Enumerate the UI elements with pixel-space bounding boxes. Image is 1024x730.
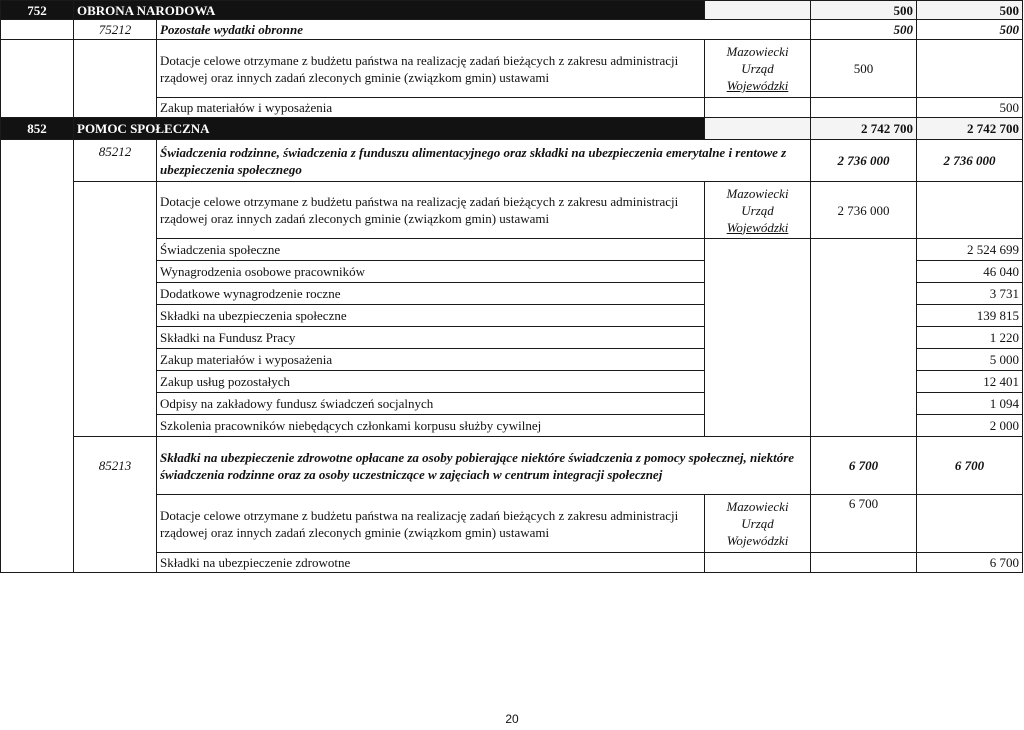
source-institution — [705, 495, 811, 553]
chapter-title: Składki na ubezpieczenie zdrowotne opłacane za osoby pobierające niektóre świadczenia z pomocy społecznej, niektóre świadczenia rodzinne oraz za osoby uczestniczące w zajęciach w centrum integracji społecznej — [157, 437, 811, 495]
item-label: Składki na ubezpieczenie zdrowotne — [157, 553, 705, 573]
item-label: Świadczenia społeczne — [157, 239, 705, 261]
section-plan: 2 742 700 — [811, 118, 917, 140]
item-label: Składki na ubezpieczenia społeczne — [157, 305, 705, 327]
source-amount: 2 736 000 — [811, 182, 917, 239]
item-row — [1, 239, 1023, 261]
page-number: 20 — [505, 712, 519, 726]
item-row — [1, 553, 1023, 573]
chapter-code: 85213 — [74, 437, 157, 495]
source-line-3: Wojewódzki — [726, 78, 789, 93]
chapter-total: 6 700 — [917, 437, 1023, 495]
source-line-2: Urząd — [741, 202, 774, 218]
source-line-2: Urząd — [741, 61, 774, 76]
item-label: Zakup materiałów i wyposażenia — [157, 349, 705, 371]
chapter-plan: 2 736 000 — [811, 140, 917, 182]
section-row-752 — [1, 1, 1023, 20]
chapter-plan: 500 — [811, 20, 917, 40]
chapter-total: 500 — [917, 20, 1023, 40]
source-institution — [705, 182, 811, 239]
item-amount: 139 815 — [917, 305, 1023, 327]
item-amount: 12 401 — [917, 371, 1023, 393]
source-line-1: Mazowiecki — [726, 185, 789, 201]
chapter-code: 85212 — [74, 140, 157, 182]
chapter-plan: 6 700 — [811, 437, 917, 495]
source-row — [1, 40, 1023, 98]
item-amount: 3 731 — [917, 283, 1023, 305]
chapter-title: Pozostałe wydatki obronne — [157, 20, 811, 40]
item-label: Wynagrodzenia osobowe pracowników — [157, 261, 705, 283]
item-label: Dodatkowe wynagrodzenie roczne — [157, 283, 705, 305]
source-line-3: Wojewódzki — [726, 219, 789, 235]
section-plan: 500 — [811, 1, 917, 20]
item-label: Odpisy na zakładowy fundusz świadczeń socjalnych — [157, 393, 705, 415]
item-amount: 1 220 — [917, 327, 1023, 349]
chapter-row-75212 — [1, 20, 1023, 40]
item-amount: 46 040 — [917, 261, 1023, 283]
chapter-code: 75212 — [74, 20, 157, 40]
item-label: Zakup materiałów i wyposażenia — [157, 98, 705, 118]
source-line-2: Urząd — [741, 516, 774, 531]
source-description: Dotacje celowe otrzymane z budżetu państwa na realizację zadań bieżących z zakresu administracji rządowej oraz innych zadań zleconych gminie (związkom gmin) ustawami — [157, 182, 705, 239]
source-description: Dotacje celowe otrzymane z budżetu państwa na realizację zadań bieżących z zakresu administracji rządowej oraz innych zadań zleconych gminie (związkom gmin) ustawami — [157, 495, 705, 553]
dzial-code: 752 — [1, 1, 74, 20]
section-total: 500 — [917, 1, 1023, 20]
source-line-1: Mazowiecki — [726, 499, 789, 514]
item-label: Zakup usług pozostałych — [157, 371, 705, 393]
item-amount: 1 094 — [917, 393, 1023, 415]
chapter-row-85212 — [1, 140, 1023, 182]
section-title: OBRONA NARODOWA — [74, 1, 705, 20]
chapter-row-85213 — [1, 437, 1023, 495]
dzial-code: 852 — [1, 118, 74, 140]
source-description: Dotacje celowe otrzymane z budżetu państwa na realizację zadań bieżących z zakresu administracji rządowej oraz innych zadań zleconych gminie (związkom gmin) ustawami — [157, 40, 705, 98]
section-row-852 — [1, 118, 1023, 140]
source-row — [1, 495, 1023, 553]
item-label: Składki na Fundusz Pracy — [157, 327, 705, 349]
item-row — [1, 98, 1023, 118]
item-amount: 500 — [917, 98, 1023, 118]
item-amount: 2 000 — [917, 415, 1023, 437]
source-amount: 500 — [811, 40, 917, 98]
chapter-total: 2 736 000 — [917, 140, 1023, 182]
source-amount: 6 700 — [811, 495, 917, 553]
source-line-1: Mazowiecki — [726, 44, 789, 59]
section-title: POMOC SPOŁECZNA — [74, 118, 705, 140]
item-amount: 2 524 699 — [917, 239, 1023, 261]
source-line-3: Wojewódzki — [726, 533, 789, 548]
source-institution — [705, 40, 811, 98]
section-total: 2 742 700 — [917, 118, 1023, 140]
chapter-title: Świadczenia rodzinne, świadczenia z funduszu alimentacyjnego oraz składki na ubezpieczenia emerytalne i rentowe z ubezpieczenia społecznego — [157, 140, 811, 182]
item-amount: 5 000 — [917, 349, 1023, 371]
item-amount: 6 700 — [917, 553, 1023, 573]
item-label: Szkolenia pracowników niebędących członkami korpusu służby cywilnej — [157, 415, 705, 437]
source-row — [1, 182, 1023, 239]
